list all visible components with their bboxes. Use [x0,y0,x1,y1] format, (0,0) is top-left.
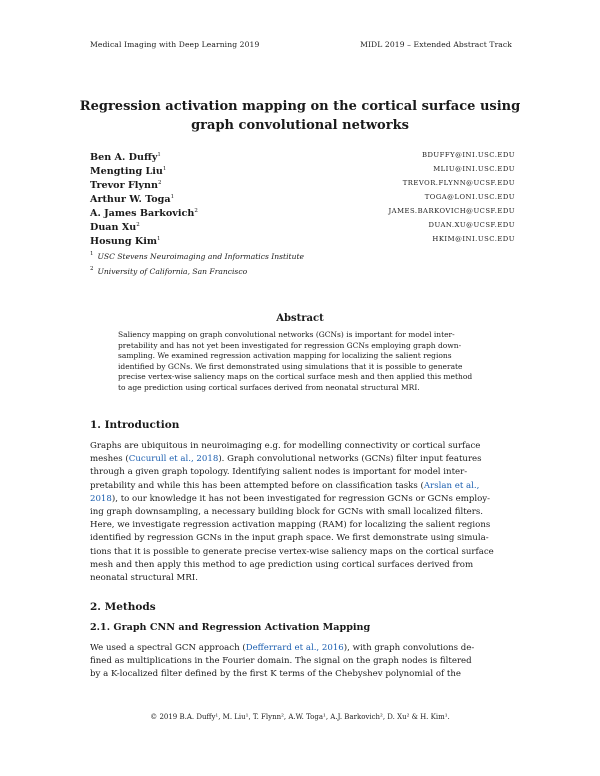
affiliation: $^1$ USC Stevens Neuroimaging and Informatics Institute [90,251,305,261]
abstract-heading: Abstract [276,313,324,324]
introduction-paragraph [90,440,514,585]
author-email[interactable]: HKIM@INI.USC.EDU [432,235,515,243]
citation-link[interactable]: Arslan et al., [423,480,480,491]
title-line: graph convolutional networks [191,118,409,133]
author-email[interactable]: MLIU@INI.USC.EDU [433,165,515,173]
paragraph-line: Here, we investigate regression activation mapping (RAM) for localizing the salient regions [90,520,491,531]
author-email[interactable]: DUAN.XU@UCSF.EDU [428,221,515,229]
abstract-body [118,330,483,394]
title-line: Regression activation mapping on the cortical surface using [79,99,521,114]
paragraph-line: meshes (Cucurull et al., 2018). Graph convolutional networks (GCNs) filter input features [90,454,482,465]
paper-title [60,97,540,135]
author-name: Ben A. Duffy$^1$ [90,152,161,163]
author-name: Hosung Kim$^1$ [90,236,161,247]
paragraph-line: fined as multiplications in the Fourier domain. The signal on the graph nodes is filtered [90,656,472,667]
abstract-line: Saliency mapping on graph convolutional networks (GCNs) is important for model inter- [118,330,455,339]
author-row [90,204,515,218]
author-name: Trevor Flynn$^2$ [90,180,162,191]
abstract-line: sampling. We examined regression activation mapping for localizing the salient regions [118,351,452,361]
author-name: Mengting Liu$^1$ [90,166,167,177]
paragraph-line: by a K-localized filter defined by the first K terms of the Chebyshev polynomial of the [90,669,462,680]
author-row [90,232,515,246]
author-email[interactable]: BDUFFY@INI.USC.EDU [421,151,515,159]
copyright-symbol: © [150,713,158,721]
abstract-line: identified by GCNs. We first demonstrated using simulations that it is possible to generate [118,361,463,371]
author-row [90,190,515,204]
author-email[interactable]: TOGA@LONI.USC.EDU [424,193,515,201]
abstract-line: pretability and has not yet been investigated for regression GCNs employing graph down- [118,340,462,350]
author-name: A. James Barkovich$^2$ [90,208,198,219]
running-header-right: MIDL 2019 – Extended Abstract Track [360,40,512,49]
author-row [90,148,515,162]
running-header-left: Medical Imaging with Deep Learning 2019 [90,40,260,49]
affiliation: $^2$ University of California, San Francisco [90,266,248,276]
citation-link[interactable]: Defferrard et al., 2016 [245,643,344,653]
citation-link[interactable]: 2018 [90,493,112,504]
author-row [90,176,515,190]
paragraph-line: identified by regression GCNs in the input graph space. We first demonstrate using simula- [90,533,489,544]
paragraph-line: tions that it is possible to generate precise vertex-wise saliency maps on the cortical surface [90,546,494,557]
author-email[interactable]: JAMES.BARKOVICH@UCSF.EDU [388,207,515,215]
paragraph-line: ing graph downsampling, a necessary building block for GCNs with small localized filters. [90,507,484,518]
paragraph-line: We used a spectral GCN approach (Defferrard et al., 2016), with graph convolutions de- [90,643,475,653]
section-heading-introduction: 1. Introduction [90,419,180,431]
copyright-text: 2019 B.A. Duffy¹, M. Liu¹, T. Flynn², A.W. Toga¹, A.J. Barkovich², D. Xu² & H. Kim¹. [159,713,450,721]
author-email[interactable]: TREVOR.FLYNN@UCSF.EDU [402,179,515,187]
paragraph-line: pretability and while this has been attempted before on classification tasks (Arslan et al., [90,480,480,491]
copyright-footer [0,713,600,721]
paragraph-line: 2018), to our knowledge it has not been investigated for regression GCNs or GCNs employ- [90,493,491,504]
paragraph-line: neonatal structural MRI. [90,573,198,584]
methods-paragraph [90,642,514,682]
paragraph-line: through a given graph topology. Identifying salient nodes is important for model inter- [90,467,468,478]
author-block [90,148,515,278]
paragraph-line: mesh and then apply this method to age prediction using cortical surfaces derived from [90,559,474,570]
section-heading-methods: 2. Methods [90,601,156,613]
author-name: Arthur W. Toga$^1$ [90,194,175,205]
paragraph-line: Graphs are ubiquitous in neuroimaging e.g. for modelling connectivity or cortical surface [90,441,481,451]
subsection-heading: 2.1. Graph CNN and Regression Activation Mapping [90,622,371,633]
author-name: Duan Xu$^2$ [90,222,140,233]
author-row [90,162,515,176]
abstract-line: precise vertex-wise saliency maps on the cortical surface mesh and then applied this method [118,372,473,382]
citation-link[interactable]: Cucurull et al., 2018 [128,454,219,465]
abstract-line: to age prediction using cortical surfaces derived from neonatal structural MRI. [118,382,420,392]
author-row [90,218,515,232]
